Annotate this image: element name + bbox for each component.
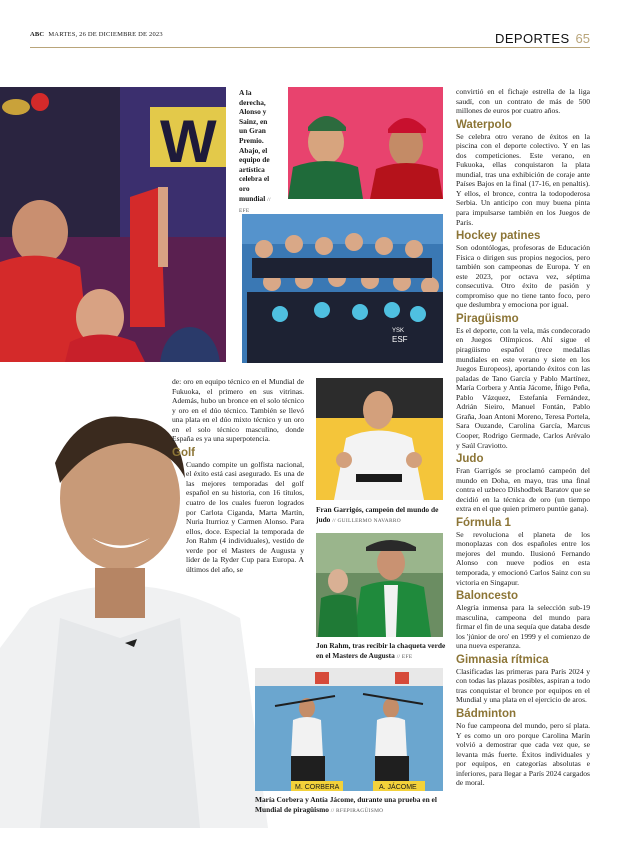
badminton-paragraph: No fue campeona del mundo, pero sí plata. Y es como un oro porque Carolina Marín volvió a demostrar que cada vez que, se levanta más fuerte. Éxitos individuales y por equipos, en categorías absolutas e inferiores, para llegar a París 2024 cargados de moral. [456, 720, 590, 788]
photo-artistic-swimming-team [242, 214, 443, 363]
waterpolo-paragraph: Se celebra otro verano de éxitos en la piscina con el deporte colectivo. Y en las dos competiciones. Este verano, en Fukuoka, ellas conquistaron la plata mundial, tras una exhibición de coraje ante Países Bajos en la final (17-16, en penaltis). Y ellos, el bronce, contra la todopoderosa Serbia. Un anticipo con muy buena pinta para impulsarse también en los Juegos de París. [456, 131, 590, 227]
page-number: 65 [575, 31, 590, 46]
section-label [495, 30, 590, 48]
photo-golf-green-jacket [316, 533, 443, 637]
judo-paragraph: Fran Garrigós se proclamó campeón del mundo en Doha, en mayo, tras una final contra el uzbeco Dilshodbek Baratov que se decidió en la técnica de oro (un tiempo extra en el que quien primero puntúe gana). [456, 466, 590, 514]
piraguismo-paragraph: Es el deporte, con la vela, más condecorado en Juegos Olímpicos. Ahí sigue el piragüismo español (trece medallas mundiales en este verano y siete en los Juegos Europeos), aportando éxitos con las paladas de Tano García y Pablo Martínez, María Corbera y Antía Jácome, Íñigo Peña, Pablo Vázquez, Estefanía Fernández, Adrián Sieiro, Manuel Fontán, Pablo Graña, Joan Antoni Moreno, Teresa Portela, Sara Ouzande, Carolina García, Marcus Cooper, Rodrigo Germade, Carlos Arévalo y Saúl Craviotto. [456, 325, 590, 450]
suit-label-esf: ESF [392, 335, 408, 344]
artistic-swimming-paragraph: de: oro en equipo técnico en el Mundial de Fukuoka, el primero en sus vitrinas. Además, hubo un bronce en el solo técnico y oro en el dúo técnico. También se llevó una plata en el dúo mixto técnico y un oro en el solo técnico masculino, donde España es ya una superpotencia. [172, 377, 304, 444]
caption-credit: // RFEPIRAGÜISMO [330, 807, 384, 814]
formula1-paragraph: Se revoluciona el planeta de los monoplazas con dos españoles entre los mejores del mundo. Ilusionó Fernando Alonso con nueve podios en esta temporada, y emocionó Carlos Sainz con su victoria en Singapur. [456, 529, 590, 587]
hockey-heading: Hockey patines [456, 230, 541, 243]
baloncesto-paragraph: Alegría inmensa para la selección sub-19 masculina, campeona del mundo para firmar el fin de una sequía que databa desde los 'júnior de oro' en 1999 y el comienzo de una nueva esperanza. [456, 603, 590, 651]
caption-text: María Corbera y Antía Jácome, durante una prueba en el Mundial de piragüismo [255, 795, 437, 814]
page-header [0, 0, 620, 50]
football-closing-paragraph: convirtió en el fichaje estrella de la liga saudí, con un contrato de más de 500 millones de euros por cuatro años. [456, 87, 590, 116]
judo-heading: Judo [456, 453, 484, 466]
suit-label-ysk: YSK [392, 328, 405, 334]
photo-kayak-duo [255, 668, 443, 791]
hockey-paragraph: Son odontólogas, profesoras de Educación Física o dirigen sus propios negocios, pero también son campeonas de Europa. Y en este 2023, por octava vez, séptima consecutiva. Otro éxito de pasión y compromiso que no tiene tanto foco, pero que deslumbra y emociona por igual. [456, 243, 590, 310]
formula1-heading: Fórmula 1 [456, 516, 511, 529]
golf-paragraph: Cuando compite un golfista nacional, el éxito está casi asegurado. Es una de las mejores temporadas del golf español en su historia, con 16 títulos, cuatro de los cuales fueron logrados por Carlota Ciganda, Marta Martín, Nuria Iturrioz y Carmen Alonso. Para ellos, doce. Especial la temporada de Jon Rahm (4 individuales), vestido de verde por el Masters de Augusta y líder de la Ryder Cup para Europa. A últimos del año, se [186, 459, 304, 574]
caption-kayak [255, 795, 449, 816]
waterpolo-heading: Waterpolo [456, 118, 512, 131]
caption-credit: // EFE [239, 196, 271, 215]
header-date-line [30, 31, 163, 38]
caption-alonso-sainz-artistica [239, 88, 277, 217]
brand-name: ABC [30, 31, 45, 38]
piraguismo-heading: Piragüismo [456, 312, 519, 325]
left-text-column [172, 377, 304, 575]
kayak-label-jacome: A. JÁCOME [379, 784, 417, 791]
golf-heading: Golf [172, 446, 195, 459]
svg-text:W: W [160, 108, 217, 175]
badminton-heading: Bádminton [456, 707, 517, 720]
section-name: DEPORTES [495, 31, 570, 46]
caption-judo [316, 505, 444, 526]
caption-text: Fran Garrigós, campeón del mundo de judo [316, 505, 439, 524]
caption-text: Jon Rahm, tras recibir la chaqueta verde en el Masters de Augusta [316, 641, 446, 660]
photo-judo-champion [316, 378, 443, 500]
gimnasia-heading: Gimnasia rítmica [456, 653, 549, 666]
caption-golf [316, 641, 448, 662]
photo-f1-alonso-sainz [288, 87, 443, 199]
issue-date: MARTES, 26 DE DICIEMBRE DE 2023 [48, 31, 163, 38]
gimnasia-paragraph: Clasificadas las primeras para París 2024 y con todas las plazas posibles, aspiran a todo tras conquistar el bronce por equipos en el Mundial y una plata en el ejercicio de aros. [456, 666, 590, 705]
header-rule [30, 47, 590, 48]
baloncesto-heading: Baloncesto [456, 590, 518, 603]
right-text-column [456, 87, 590, 789]
photo-football-celebration [0, 87, 226, 362]
caption-credit: // EFE [396, 653, 413, 660]
caption-credit: // GUILLERMO NAVARRO [332, 517, 401, 524]
caption-text: A la derecha, Alonso y Sainz, en un Gran Premio. Abajo, el equipo de artística celebra el oro mundial [239, 88, 270, 203]
kayak-label-corbera: M. CORBERA [295, 784, 340, 791]
